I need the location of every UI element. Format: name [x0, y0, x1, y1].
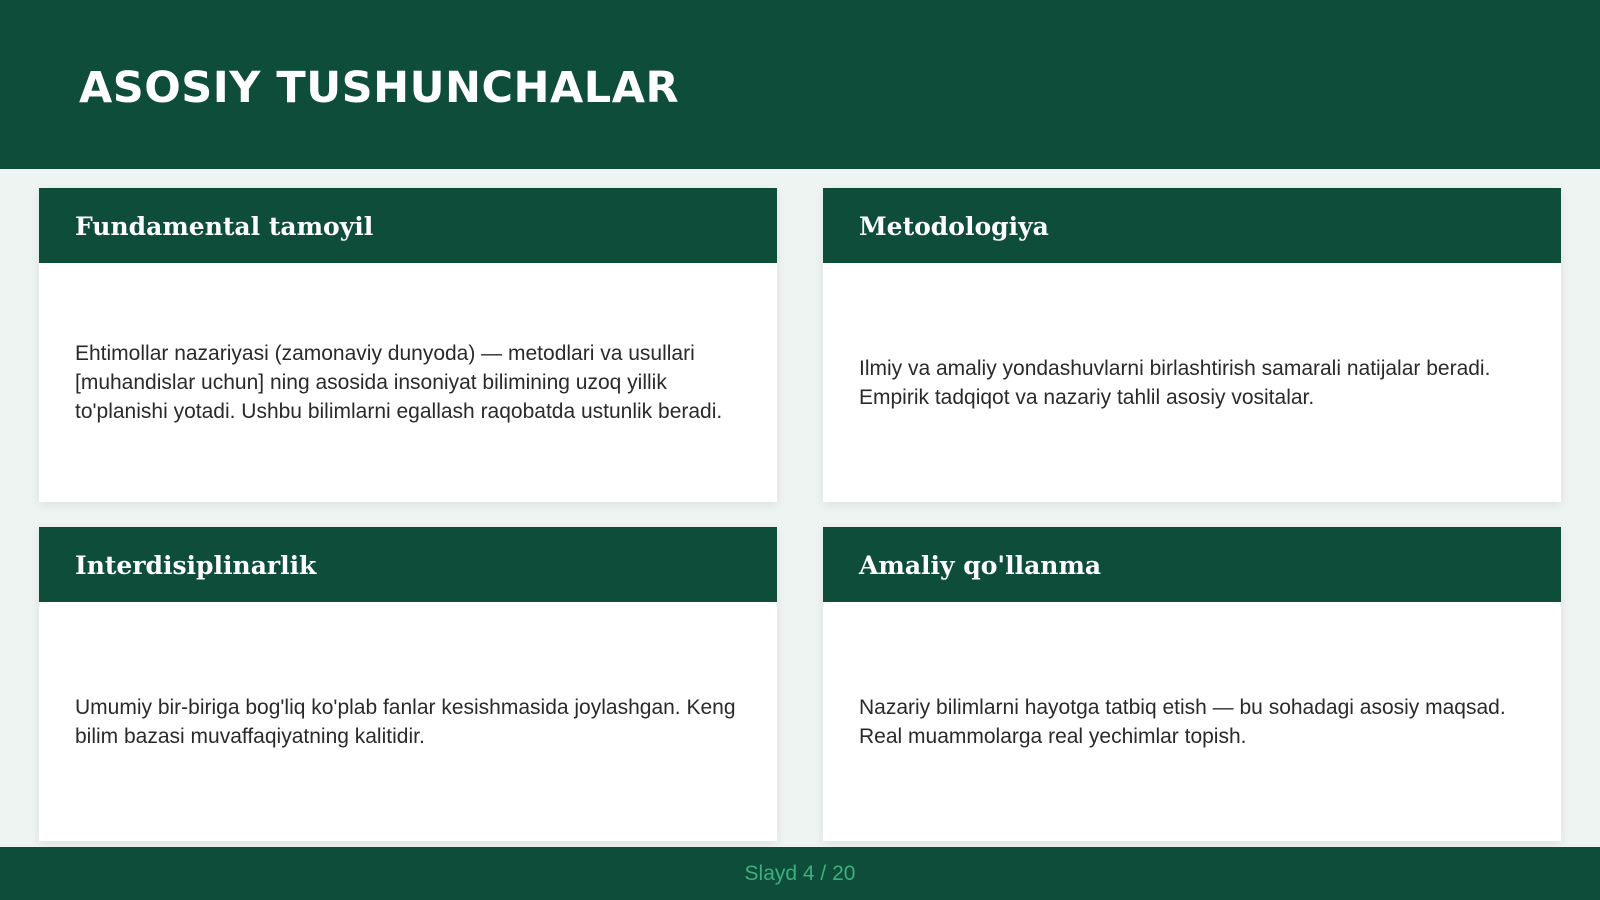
card-body — [859, 602, 1525, 841]
slide-counter: Slayd 4 / 20 — [744, 862, 856, 885]
card-body — [75, 602, 741, 841]
card-header — [823, 527, 1561, 602]
card-body — [859, 263, 1525, 502]
card-header — [39, 188, 777, 263]
card-methodology — [823, 188, 1561, 502]
card-header — [823, 188, 1561, 263]
card-fundamental-principle — [39, 188, 777, 502]
card-text: Umumiy bir-biriga bog'liq ko'plab fanlar kesishmasida joylashgan. Keng bilim bazasi muvaffaqiyatning kalitidir. — [75, 695, 736, 748]
slide-footer — [0, 847, 1600, 900]
card-title: Amaliy qo'llanma — [859, 551, 1102, 580]
card-interdisciplinarity — [39, 527, 777, 841]
card-header — [39, 527, 777, 602]
card-title: Fundamental tamoyil — [75, 212, 374, 241]
card-text: Nazariy bilimlarni hayotga tatbiq etish — bu sohadagi asosiy maqsad. Real muammolarga real yechimlar topish. — [859, 695, 1506, 748]
card-title: Metodologiya — [859, 212, 1049, 241]
slide-title: ASOSIY TUSHUNCHALAR — [79, 63, 680, 113]
card-title: Interdisiplinarlik — [75, 551, 317, 580]
card-text: Ilmiy va amaliy yondashuvlarni birlashtirish samarali natijalar beradi. Empirik tadqiqot va nazariy tahlil asosiy vositalar. — [859, 356, 1491, 409]
card-text: Ehtimollar nazariyasi (zamonaviy dunyoda) — metodlari va usullari [muhandislar uchun] ning asosida insoniyat bilimining uzoq yillik to'planishi yotadi. Ushbu bilimlarni egallash raqobatda ustunlik beradi. — [75, 342, 723, 423]
card-practical-application — [823, 527, 1561, 841]
card-body — [75, 263, 741, 502]
